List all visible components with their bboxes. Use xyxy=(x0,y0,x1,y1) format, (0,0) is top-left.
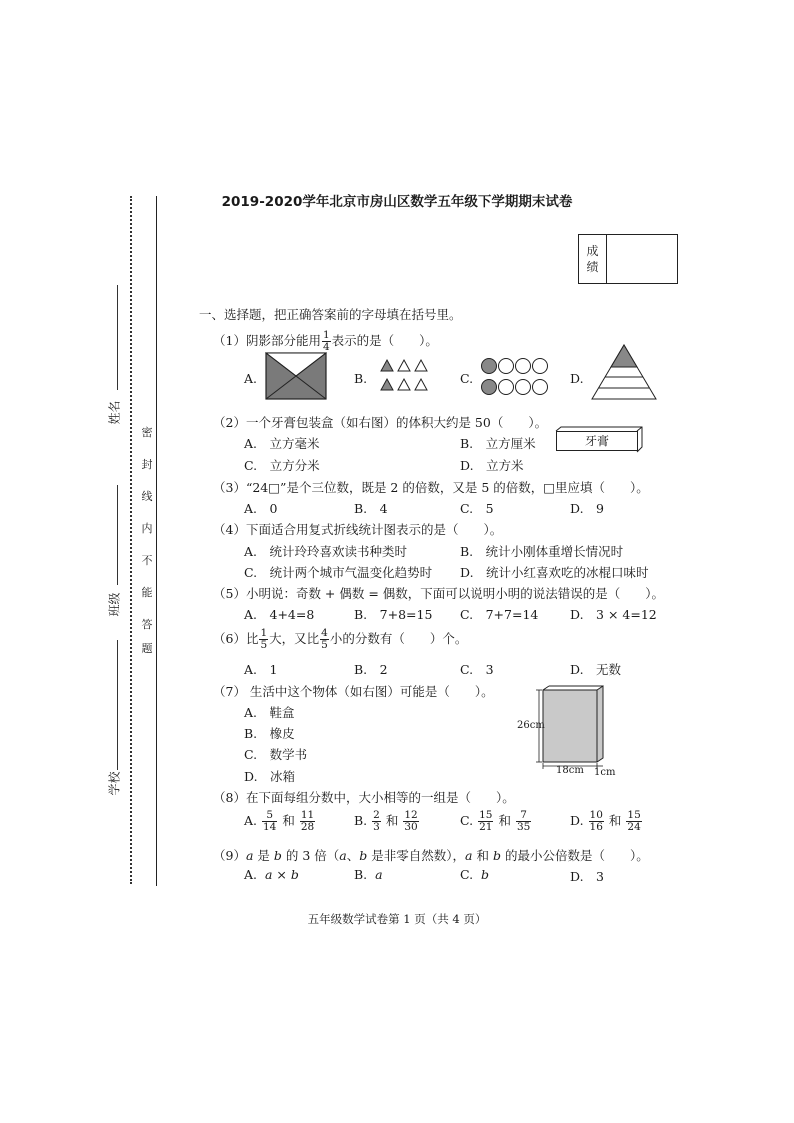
seal-char: 线 xyxy=(141,490,153,503)
q1-figure-a xyxy=(265,352,327,400)
q1-figure-b xyxy=(378,358,434,394)
question-2: （2）一个牙膏包装盒（如右图）的体积大约是 50（ ）。 xyxy=(213,415,548,430)
page-title: 2019-2020学年北京市房山区数学五年级下学期期末试卷 xyxy=(221,194,573,210)
question-7: （7） 生活中这个物体（如右图）可能是（ ）。 xyxy=(213,684,494,699)
question-9: （9）a 是 b 的 3 倍（a、b 是非零自然数），a 和 b 的最小公倍数是（ ）。 xyxy=(213,848,649,863)
q1-option-c: C. xyxy=(460,371,474,386)
q8-option-b: B. $\frac{2}{3}$ 和 $\frac{12}{30}$ xyxy=(354,809,418,833)
q5-option-d: D. 3 × 4=12 xyxy=(570,607,657,622)
q3-option-d: D. 9 xyxy=(570,501,605,516)
class-underline xyxy=(117,485,118,585)
dim-width: 18cm xyxy=(556,765,584,776)
q7-option-d: D. 冰箱 xyxy=(244,769,296,784)
q6-option-b: B. 2 xyxy=(354,662,388,677)
q8-option-c: C. $\frac{15}{21}$ 和 $\frac{7}{35}$ xyxy=(460,809,531,833)
question-6: （6）比 $\frac{1}{5}$ 大，又比 $\frac{4}{5}$ 小的分数有（ ）个。 xyxy=(213,627,468,651)
q6-option-d: D. 无数 xyxy=(570,662,622,677)
binding-dotted-line xyxy=(130,196,132,884)
q4-option-a: A. 统计玲玲喜欢读书种类时 xyxy=(244,544,408,559)
question-5: （5）小明说：奇数 + 偶数 = 偶数，下面可以说明小明的说法错误的是（ ）。 xyxy=(213,586,665,601)
school-underline xyxy=(117,640,118,770)
section-heading: 一、选择题，把正确答案前的字母填在括号里。 xyxy=(199,307,462,322)
q9-option-c: C. b xyxy=(460,867,490,882)
question-1: （1）阴影部分能用 $\frac{1}{4}$ 表示的是（ ）。 xyxy=(213,329,438,353)
q8-option-d: D. $\frac{10}{16}$ 和 $\frac{15}{24}$ xyxy=(570,809,641,833)
question-8: （8）在下面每组分数中，大小相等的一组是（ ）。 xyxy=(213,790,515,805)
q7-option-c: C. 数学书 xyxy=(244,747,308,762)
q2-option-c: C. 立方分米 xyxy=(244,458,320,473)
q7-option-a: A. 鞋盒 xyxy=(244,705,295,720)
question-3: （3）“24□”是个三位数，既是 2 的倍数，又是 5 的倍数，□里应填（ ）。 xyxy=(213,480,649,495)
q1-option-b: B. xyxy=(354,371,368,386)
fraction: $\frac{1}{5}$ xyxy=(260,627,268,651)
name-underline xyxy=(117,285,118,390)
fraction: $\frac{1}{4}$ xyxy=(322,329,330,353)
q4-option-b: B. 统计小刚体重增长情况时 xyxy=(460,544,624,559)
question-4: （4）下面适合用复式折线统计图表示的是（ ）。 xyxy=(213,522,503,537)
q9-option-d: D. 3 xyxy=(570,869,605,884)
name-label: 姓名 xyxy=(107,400,122,425)
q5-option-c: C. 7+7=14 xyxy=(460,607,539,622)
q1-option-a: A. xyxy=(244,371,258,386)
seal-char: 密 xyxy=(141,426,153,439)
class-label: 班级 xyxy=(107,592,122,617)
q7-option-b: B. 橡皮 xyxy=(244,726,295,741)
seal-char: 内 xyxy=(141,522,153,535)
q5-option-b: B. 7+8=15 xyxy=(354,607,433,622)
score-box xyxy=(578,234,678,284)
seal-char: 题 xyxy=(141,642,153,655)
q6-option-c: C. 3 xyxy=(460,662,494,677)
seal-char: 不 xyxy=(141,554,153,567)
q1-option-d: D. xyxy=(570,371,584,386)
q3-option-a: A. 0 xyxy=(244,501,278,516)
toothpaste-box: 牙膏 xyxy=(556,431,638,451)
q2-option-d: D. 立方米 xyxy=(460,458,524,473)
q6-option-a: A. 1 xyxy=(244,662,278,677)
binding-solid-line xyxy=(156,196,157,886)
q4-option-d: D. 统计小红喜欢吃的冰棍口味时 xyxy=(460,565,649,580)
school-label: 学校 xyxy=(107,771,122,796)
q1-figure-c xyxy=(480,356,552,398)
q8-option-a: A. $\frac{5}{14}$ 和 $\frac{11}{28}$ xyxy=(244,809,315,833)
q3-option-c: C. 5 xyxy=(460,501,494,516)
seal-char: 能 xyxy=(141,586,153,599)
q5-option-a: A. 4+4=8 xyxy=(244,607,315,622)
score-label: 成 绩 xyxy=(579,235,607,283)
q9-option-b: B. a xyxy=(354,867,383,882)
q9-option-a: A. a × b xyxy=(244,867,299,882)
q2-option-a: A. 立方毫米 xyxy=(244,436,320,451)
toothpaste-box-3d xyxy=(555,426,643,454)
q4-option-c: C. 统计两个城市气温变化趋势时 xyxy=(244,565,433,580)
q1-figure-d xyxy=(590,343,658,401)
q3-option-b: B. 4 xyxy=(354,501,388,516)
q2-option-b: B. 立方厘米 xyxy=(460,436,536,451)
dim-height: 26cm xyxy=(517,720,545,731)
seal-char: 封 xyxy=(141,458,153,471)
seal-char: 答 xyxy=(141,618,153,631)
fraction: $\frac{4}{5}$ xyxy=(321,627,328,651)
page-footer: 五年级数学试卷第 1 页（共 4 页） xyxy=(307,912,487,926)
dim-depth: 1cm xyxy=(594,767,616,778)
